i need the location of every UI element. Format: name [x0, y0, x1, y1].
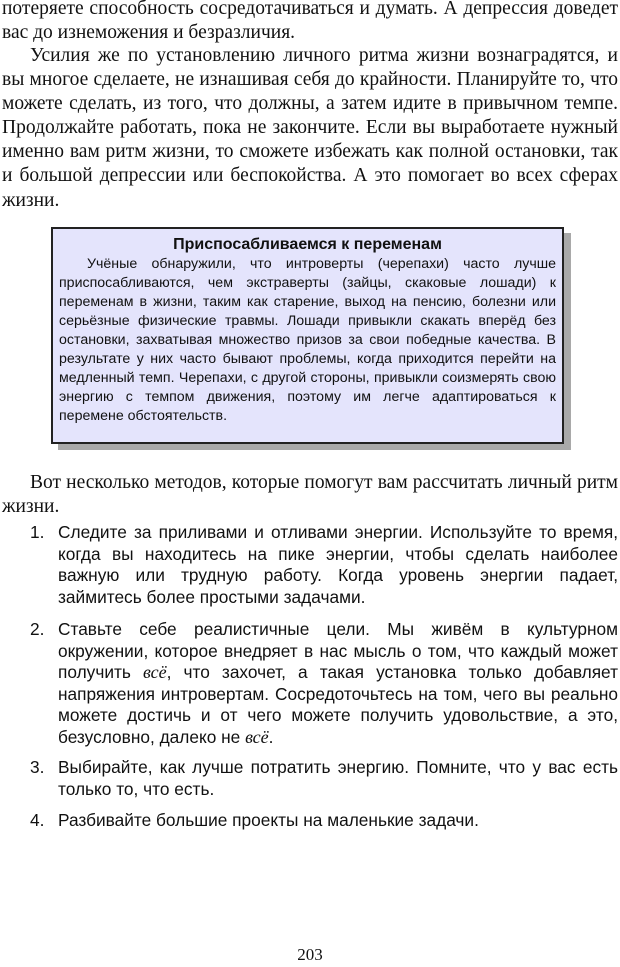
list-item	[2, 810, 618, 832]
sidebar-text: Учёные обнаружили, что интроверты (черепахи) часто лучше приспосабливаются, чем экстраверты (зайцы, скаковые лошади) к переменам в жизни, таким как старение, выход на пенсию, болезни или серьёзные физические травмы. Лошади привыкли скакать вперёд без остановки, захватывая множество призов за свои победные качества. В результате у них часто бывают проблемы, когда приходится перейти на медленный темп. Черепахи, с другой стороны, привыкли соизмерять свою энергию с темпом движения, поэтому им легче адаптироваться к перемене обстоятельств.	[59, 256, 556, 424]
page-number: 203	[297, 945, 323, 964]
list-item-text-part: .	[268, 726, 274, 747]
book-page	[2, 0, 618, 967]
list-item-text: Разбивайте большие проекты на маленькие задачи.	[58, 810, 479, 830]
paragraph-personal-rhythm: Усилия же по установлению личного ритма жизни вознаградятся, и вы многое сделаете, не изнашивая себя до крайности. Планируйте то, что можете сделать, из того, что должны, а затем идите в привычном темпе. Продолжайте работать, пока не закончите. Если вы выработаете нужный именно вам ритм жизни, то сможете избежать как полной остановки, так и большой депрессии или беспокойства. А это помогает во всех сферах жизни.	[2, 45, 618, 211]
emphasis-word: всё	[143, 662, 167, 682]
methods-list	[2, 522, 618, 842]
list-item-text	[58, 619, 618, 747]
list-item-text: Следите за приливами и отливами энергии. Используйте то время, когда вы находитесь на пике энергии, чтобы сделать наиболее важную или трудную работу. Когда уровень энергии падает, займитесь более простыми задачами.	[58, 522, 618, 607]
list-item-text-part: Ставьте себе реалистичные цели. Мы живём в культурном окружении, которое внедряет в нас мысль о том, что каждый может получить	[58, 619, 618, 682]
sidebar-box	[51, 227, 564, 444]
paragraph-continued: потеряете способность сосредотачиваться и думать. А депрессия доведет вас до изнеможения и безразличия.	[2, 0, 618, 44]
list-item-number: 3.	[30, 757, 45, 777]
list-item-number: 1.	[30, 522, 45, 542]
sidebar-title: Приспосабливаемся к переменам	[173, 236, 442, 253]
list-item	[2, 522, 618, 608]
emphasis-word: всё	[245, 726, 269, 747]
list-item-text-part: , что захочет, а такая установка только добавляет напряжения интровертам. Сосредоточьтесь на том, чего вы реально можете достичь и от чего можете получить удовольствие, а это, безусловно, далеко не	[58, 662, 618, 747]
list-item-number: 4.	[30, 810, 45, 830]
list-item	[2, 619, 618, 748]
list-item-number: 2.	[30, 619, 45, 639]
list-item-text: Выбирайте, как лучше потратить энергию. Помните, что у вас есть только то, что есть.	[58, 757, 618, 799]
paragraph-methods-intro: Вот несколько методов, которые помогут вам рассчитать личный ритм жизни.	[2, 472, 618, 518]
list-item	[2, 757, 618, 800]
